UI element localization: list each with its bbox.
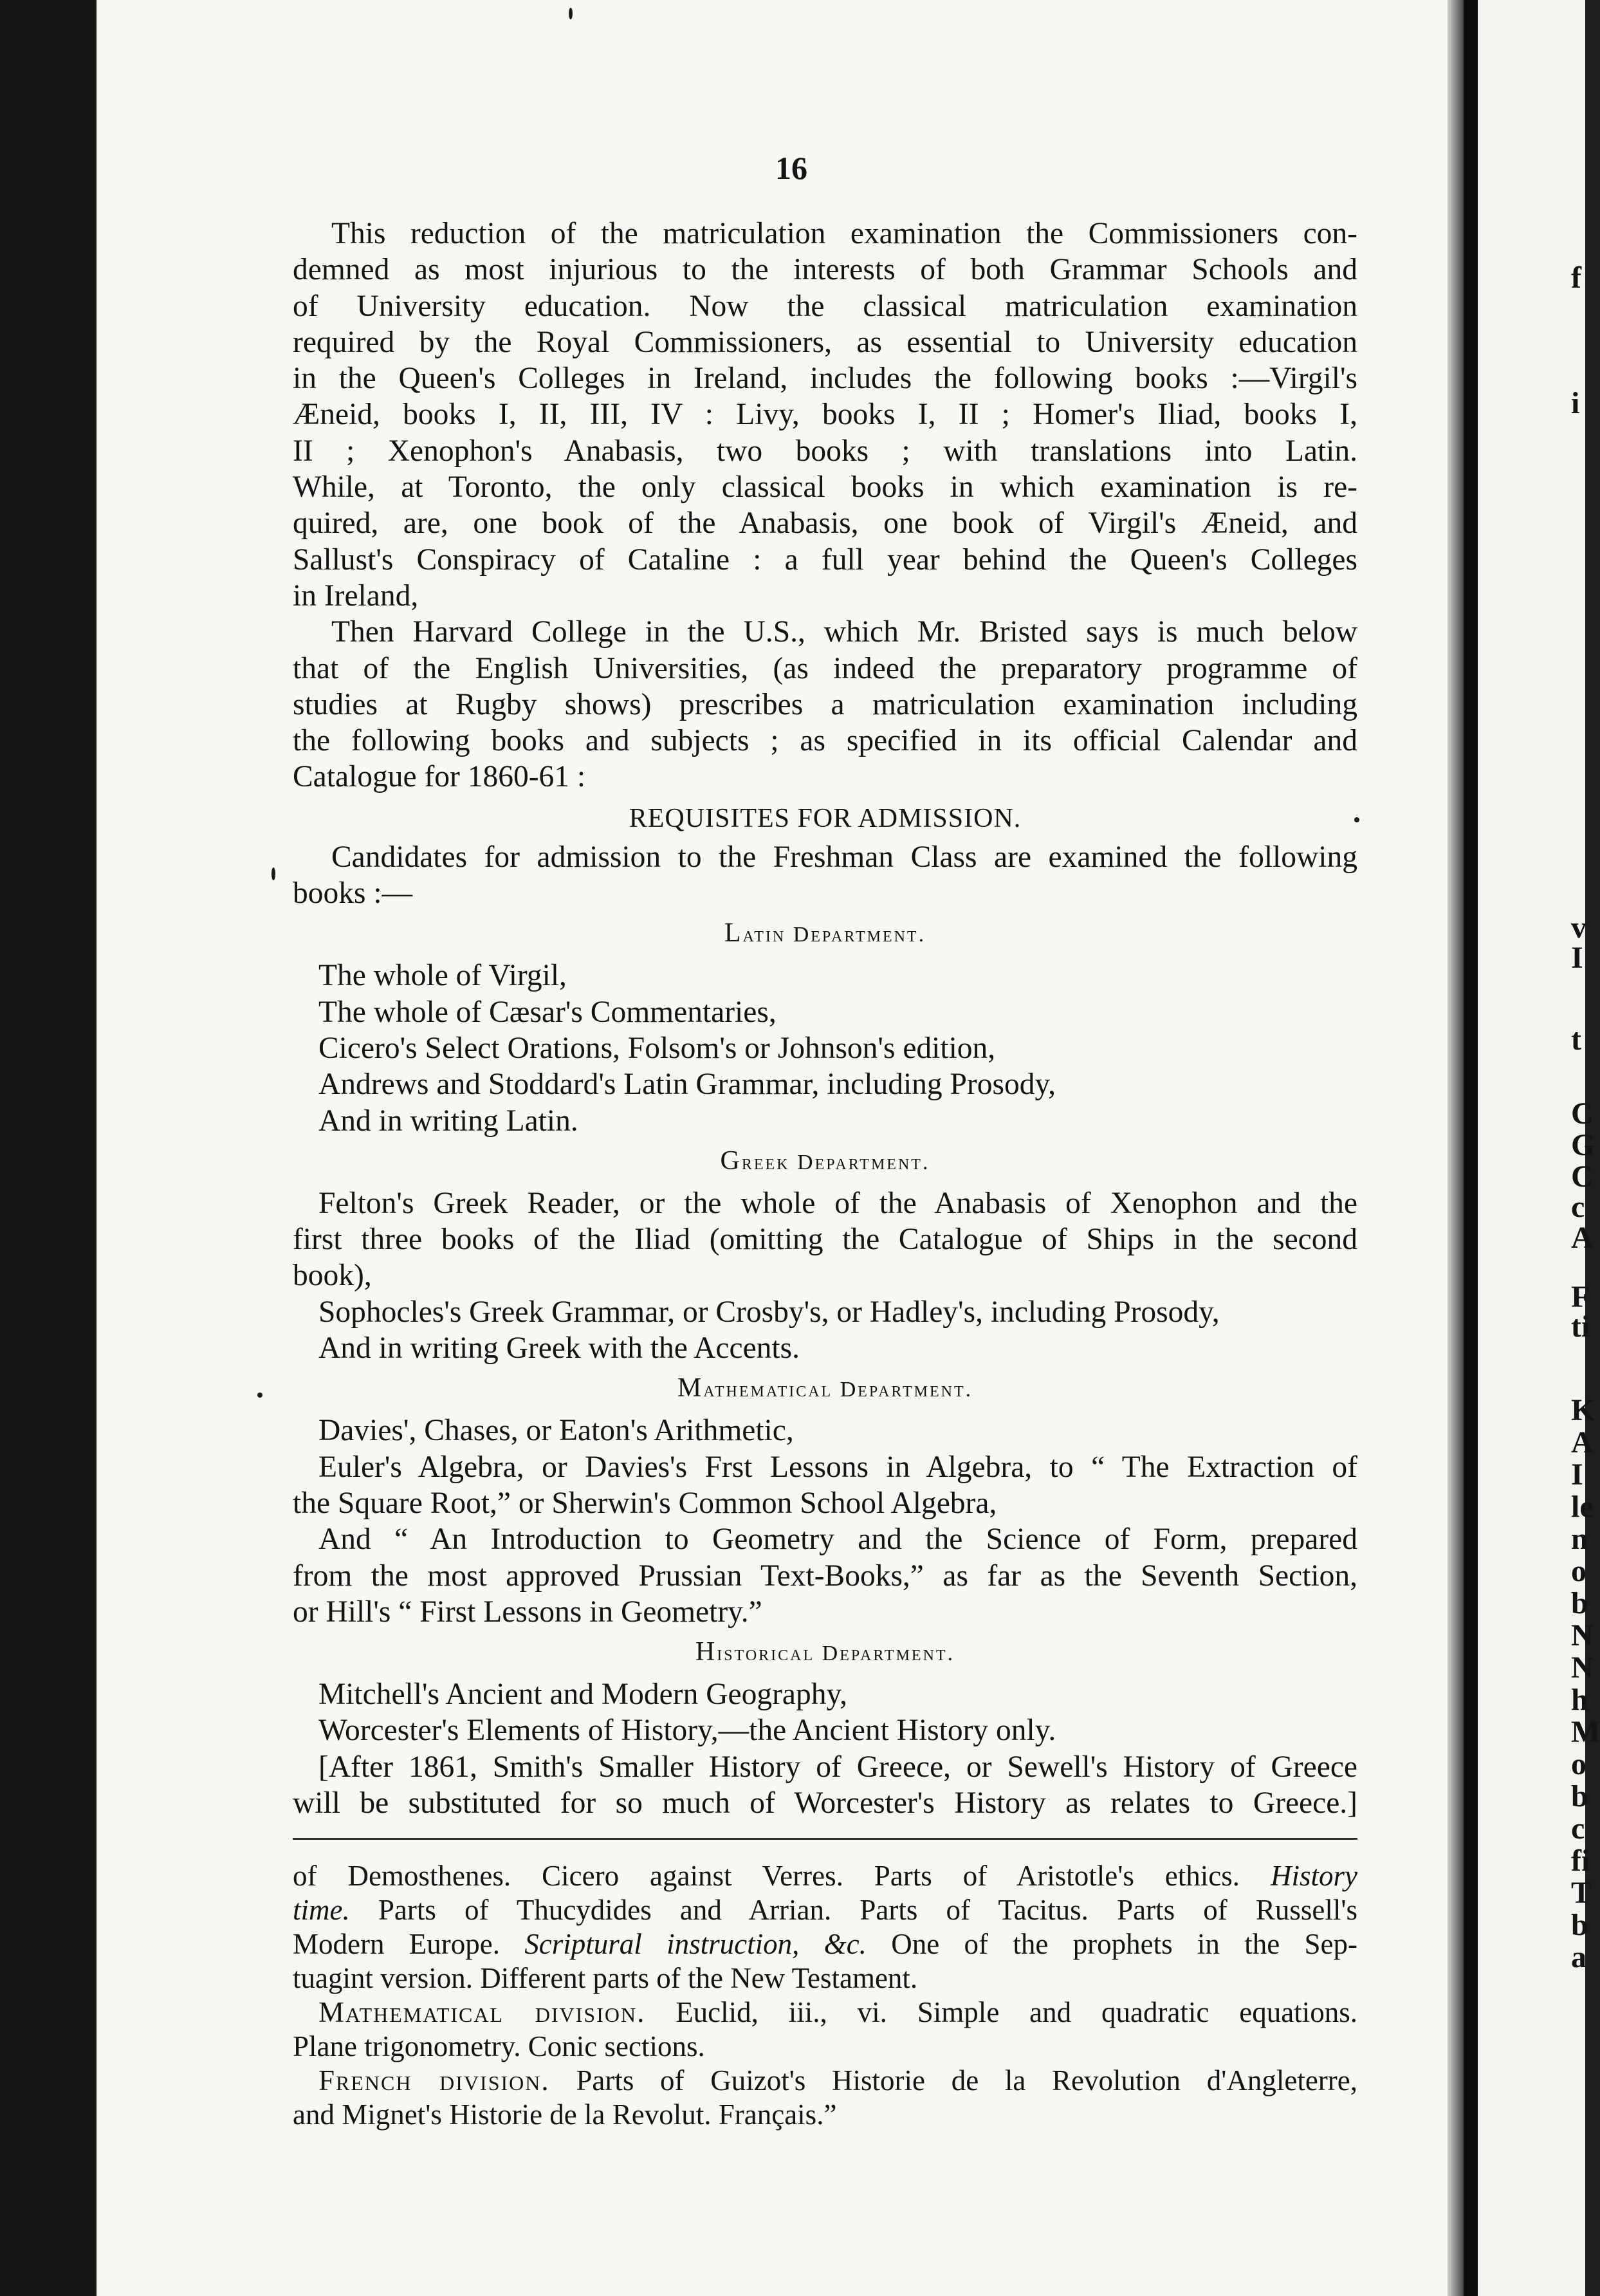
facing-fragment: I [1571,1458,1583,1492]
facing-fragment: h [1571,1683,1588,1717]
facing-fragment: b [1571,1908,1588,1942]
text-line: in the Queen's Colleges in Ireland, includes the following books :—Virgil's [293,362,1357,396]
facing-fragment: a [1571,1940,1586,1974]
facing-fragment: n [1571,1522,1588,1556]
facing-fragment: b [1571,1779,1588,1813]
facing-fragment: A [1571,1425,1594,1459]
latin-department-heading: Latin Department. [724,918,926,949]
text-line: first three books of the Iliad (omitting the Catalogue of Ships in the second [293,1223,1357,1257]
list-item: Cicero's Select Orations, Folsom's or Johnson's edition, [318,1031,996,1065]
text-line: II ; Xenophon's Anabasis, two books ; with translations into Latin. [293,434,1357,468]
facing-fragment: b [1571,1586,1588,1620]
speck [271,867,275,880]
text-line: from the most approved Prussian Text-Books,” as far as the Seventh Section, [293,1559,1357,1593]
facing-fragment: A [1571,1221,1594,1255]
facing-fragment: I [1571,941,1583,975]
footnote-text: and Mignet's Historie de la Revolut. Français.” [293,2098,837,2131]
candidates-paragraph [293,839,1357,912]
text-line: quired, are, one book of the Anabasis, one book of Virgil's Æneid, and [293,506,1357,541]
paragraph-harvard [293,614,1357,795]
list-item: Andrews and Stoddard's Latin Grammar, including Prosody, [318,1068,1056,1102]
footnote-italic: Scriptural instruction, &c. [524,1928,867,1961]
page-body [293,216,1357,2132]
text-line: the following books and subjects ; as specified in its official Calendar and [293,724,1357,758]
text-line: While, at Toronto, the only classical books in which examination is re- [293,470,1357,505]
greek-book-list [293,1185,1357,1366]
text-line: Sophocles's Greek Grammar, or Crosby's, or Hadley's, including Prosody, [318,1295,1220,1329]
footnote-text: of Demosthenes. Cicero against Verres. Parts of Aristotle's ethics. [293,1860,1271,1893]
footnote-text: tuagint version. Different parts of the New Testament. [293,1962,918,1995]
list-item: The whole of Virgil, [318,959,567,993]
historical-department-heading: Historical Department. [695,1637,955,1667]
requisites-heading: REQUISITES FOR ADMISSION. [629,803,1022,833]
text-line: Catalogue for 1860-61 : [293,760,586,794]
facing-fragment: C [1571,1097,1594,1131]
facing-fragment: t [1571,1023,1581,1057]
text-line: Worcester's Elements of History,—the Ancient History only. [318,1714,1056,1748]
history-book-list [293,1676,1357,1821]
facing-fragment: G [1571,1128,1595,1162]
facing-fragment: fi [1571,1844,1590,1878]
facing-fragment: v [1571,911,1586,945]
footnote-text: One of the prophets in the Sep- [866,1928,1357,1961]
facing-page-strip [1478,0,1600,2296]
text-line: that of the English Universities, (as indeed the preparatory programme of [293,651,1357,685]
facing-fragment: C [1571,1160,1594,1194]
text-line: in Ireland, [293,579,419,613]
text-line: And in writing Greek with the Accents. [318,1331,800,1366]
mathematical-department-heading: Mathematical Department. [677,1373,973,1403]
facing-fragment: le [1571,1490,1594,1524]
text-line: Æneid, books I, II, III, IV : Livy, books I, II ; Homer's Iliad, books I, [293,398,1357,432]
facing-fragment: o [1571,1554,1586,1588]
text-line: Then Harvard College in the U.S., which Mr. Bristed says is much below [331,615,1357,649]
text-line: Davies', Chases, or Eaton's Arithmetic, [318,1414,794,1448]
text-line: book), [293,1259,372,1293]
facing-fragment: ti [1571,1310,1590,1344]
speck [257,1393,262,1398]
footnote-smallcaps: Mathematical division. [318,1996,646,2029]
facing-fragment: K [1571,1393,1595,1427]
footnote-rule [293,1838,1357,1840]
text-line: studies at Rugby shows) prescribes a matriculation examination including [293,687,1357,721]
footnote-text: Euclid, iii., vi. Simple and quadratic equations. [645,1996,1357,2029]
facing-fragment: c [1571,1190,1585,1224]
facing-fragment: i [1571,386,1580,420]
text-line: books :— [293,876,413,911]
facing-fragment: f [1571,261,1581,295]
footnote-continuation [293,1859,1357,2132]
text-line: or Hill's “ First Lessons in Geometry.” [293,1595,762,1629]
page-number: 16 [775,150,807,186]
facing-fragment: o [1571,1747,1586,1781]
text-line: This reduction of the matriculation examination the Commissioners con- [331,217,1357,250]
footnote-text: Plane trigonometry. Conic sections. [293,2030,705,2063]
text-line: [After 1861, Smith's Smaller History of Greece, or Sewell's History of Greece [318,1750,1357,1784]
list-item: The whole of Cæsar's Commentaries, [318,995,777,1029]
facing-fragment: M [1571,1715,1600,1749]
text-line: Mitchell's Ancient and Modern Geography, [318,1678,848,1712]
text-line: And “ An Introduction to Geometry and the Science of Form, prepared [318,1523,1357,1557]
footnote-italic: time. [293,1894,350,1927]
facing-fragment: F [1571,1280,1590,1314]
facing-page-edge [1464,0,1478,2296]
facing-fragment: c [1571,1811,1585,1846]
text-line: will be substituted for so much of Worcester's History as relates to Greece.] [293,1786,1357,1820]
text-line: demned as most injurious to the interests of both Grammar Schools and [293,253,1357,287]
footnote-italic: History [1271,1860,1357,1893]
facing-fragment: N [1571,1618,1594,1653]
paragraph-commissioners [293,216,1357,614]
text-line: required by the Royal Commissioners, as essential to University education [293,325,1357,359]
math-book-list [293,1412,1357,1630]
footnote-text: Parts of Guizot's Historie de la Revolution d'Angleterre, [549,2064,1357,2097]
list-item: And in writing Latin. [318,1104,578,1138]
text-line: of University education. Now the classical matriculation examination [293,289,1357,323]
facing-fragment: N [1571,1651,1594,1685]
text-line: the Square Root,” or Sherwin's Common School Algebra, [293,1486,997,1520]
text-line: Sallust's Conspiracy of Cataline : a full year behind the Queen's Colleges [293,542,1357,577]
text-line: Felton's Greek Reader, or the whole of the Anabasis of Xenophon and the [318,1186,1357,1220]
text-line: Candidates for admission to the Freshman Class are examined the following [331,840,1357,874]
greek-department-heading: Greek Department. [720,1145,930,1176]
scan-border-left [0,0,97,2296]
latin-book-list [293,958,1357,1138]
footnote-text: Parts of Thucydides and Arrian. Parts of Tacitus. Parts of Russell's [349,1894,1357,1927]
footnote-smallcaps: French division. [318,2064,550,2097]
footnote-text: Modern Europe. [293,1928,525,1961]
facing-fragment: T [1571,1876,1592,1910]
speck [569,8,573,19]
text-line: Euler's Algebra, or Davies's Frst Lessons in Algebra, to “ The Extraction of [318,1450,1357,1484]
